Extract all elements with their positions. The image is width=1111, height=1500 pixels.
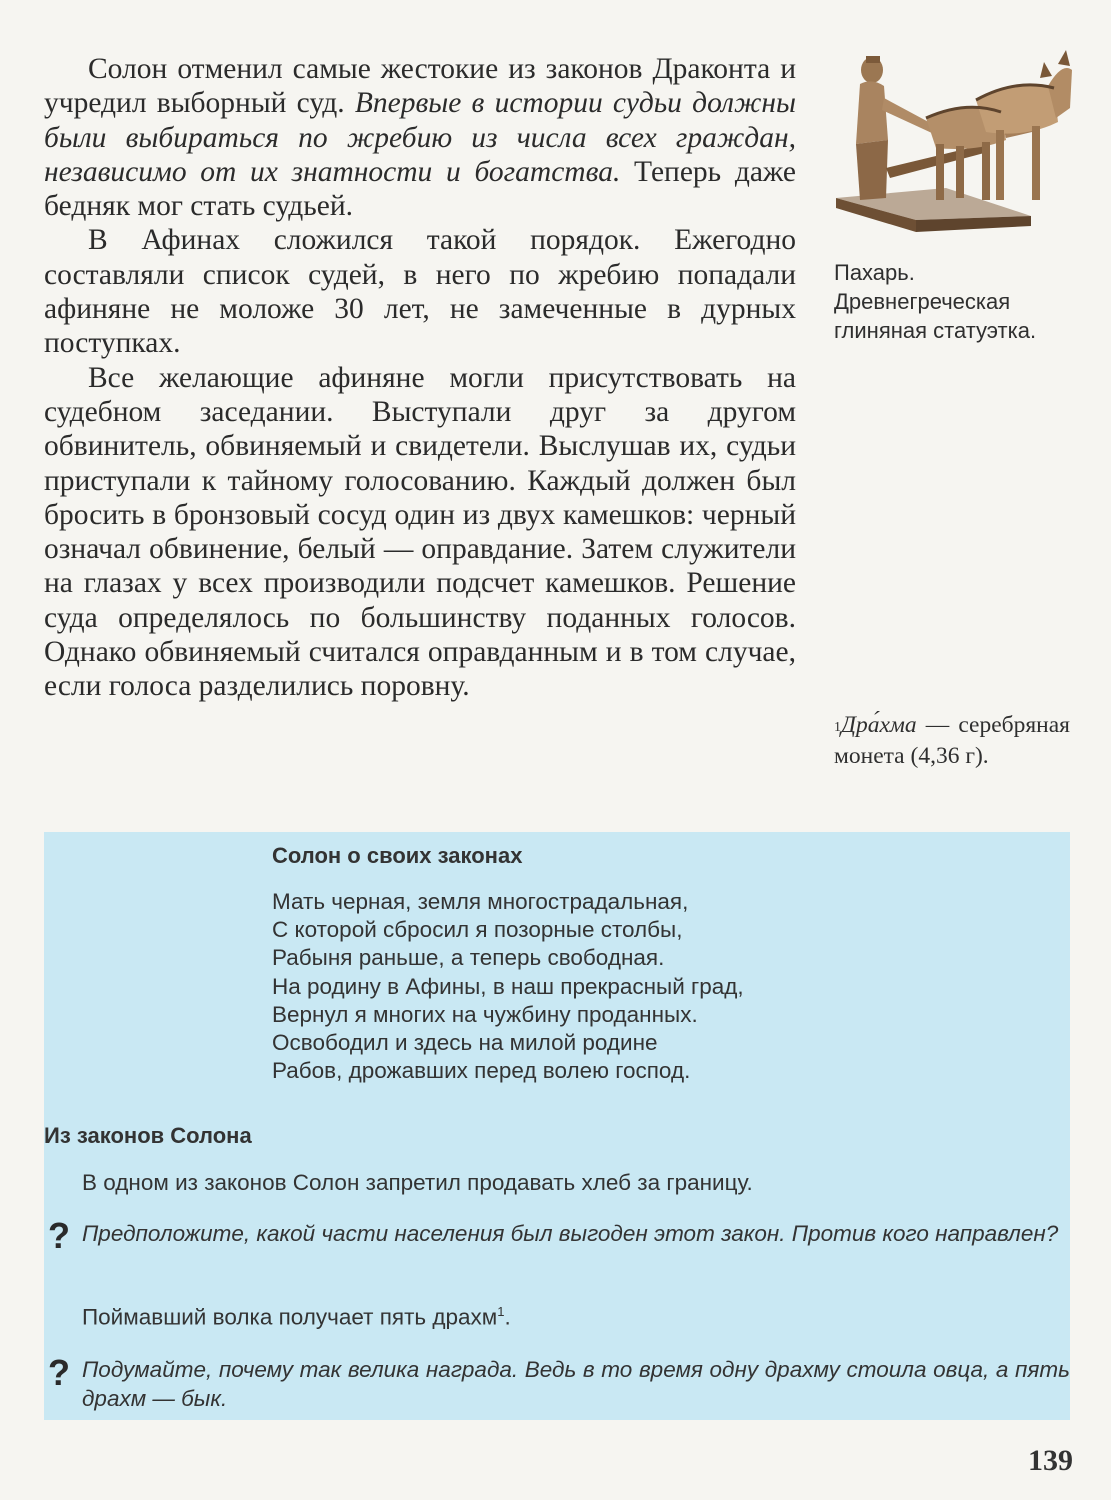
question-1: Предположите, какой части населения был выгоден этот закон. Против кого направлен? bbox=[82, 1221, 1059, 1246]
main-text bbox=[44, 52, 796, 704]
plowman-statuette-image bbox=[826, 48, 1074, 244]
poem bbox=[272, 888, 744, 1085]
statuette-illustration bbox=[826, 48, 1074, 244]
poem-line: С которой сбросил я позорные столбы, bbox=[272, 917, 683, 943]
poem-line: Рабов, дрожавших перед волею господ. bbox=[272, 1058, 691, 1084]
italic-statement: Впервые в истории судьи должны были выбираться по жребию из числа всех граждан, независимо от их знатности и богатства. bbox=[44, 87, 796, 188]
page-number: 139 bbox=[1028, 1444, 1073, 1477]
poem-line: На родину в Афины, в наш прекрасный град, bbox=[272, 973, 744, 999]
footnote-text: — серебряная монета (4,36 г). bbox=[834, 712, 1070, 769]
question-2: Подумайте, почему так велика награда. Ведь в то время одну драхму стоила овца, а пять драхм — бык. bbox=[82, 1357, 1070, 1411]
law-bread-export: В одном из законов Солон запретил продавать хлеб за границу. bbox=[82, 1170, 753, 1195]
laws-title: Из законов Солона bbox=[44, 1123, 252, 1148]
question-mark-icon: ? bbox=[48, 1215, 70, 1256]
footnote-term: Дра́хма bbox=[841, 712, 917, 738]
question-mark-icon: ? bbox=[48, 1352, 70, 1393]
law-footnote-marker: 1 bbox=[497, 1304, 505, 1319]
figure-caption: Пахарь. Древнегреческая глиняная статуэтка. bbox=[834, 260, 1037, 343]
poem-title: Солон о своих законах bbox=[272, 843, 523, 868]
footnote-marker: 1 bbox=[834, 720, 841, 735]
poem-line: Вернул я многих на чужбину проданных. bbox=[272, 1001, 698, 1027]
poem-line: Мать черная, земля многострадальная, bbox=[272, 889, 689, 914]
paragraph-3: Все желающие афиняне могли присутствовать на судебном заседании. Выступали друг за другом обвинитель, обвиняемый и свидетели. Выслушав их, судьи приступали к тайному голосованию. Каждый должен был бросить в бронзовый сосуд один из двух камешков: черный означал обвинение, белый — оправдание. Затем служители на глазах у всех производили подсчет камешков. Решение суда определялось по большинству поданных голосов. Однако обвиняемый считался оправданным и в том случае, если голоса разделились поровну. bbox=[44, 361, 796, 703]
paragraph-1: Солон отменил самые жестокие из законов Драконта и учредил выборный суд. Впервые в истории судьи должны были выбираться по жребию из числа всех граждан, независимо от их знатности и богатства. Теперь даже бедняк мог стать судьей. bbox=[44, 53, 797, 223]
law-wolf-reward: Поймавший волка получает пять драхм$^1$. bbox=[82, 1304, 511, 1330]
poem-line: Рабыня раньше, а теперь свободная. bbox=[272, 945, 665, 971]
paragraph-2: В Афинах сложился такой порядок. Ежегодно составляли список судей, в него по жребию попадали афиняне не моложе 30 лет, не замеченные в дурных поступках. bbox=[44, 224, 796, 360]
footnote bbox=[834, 710, 1070, 772]
poem-line: Освободил и здесь на милой родине bbox=[272, 1030, 658, 1056]
